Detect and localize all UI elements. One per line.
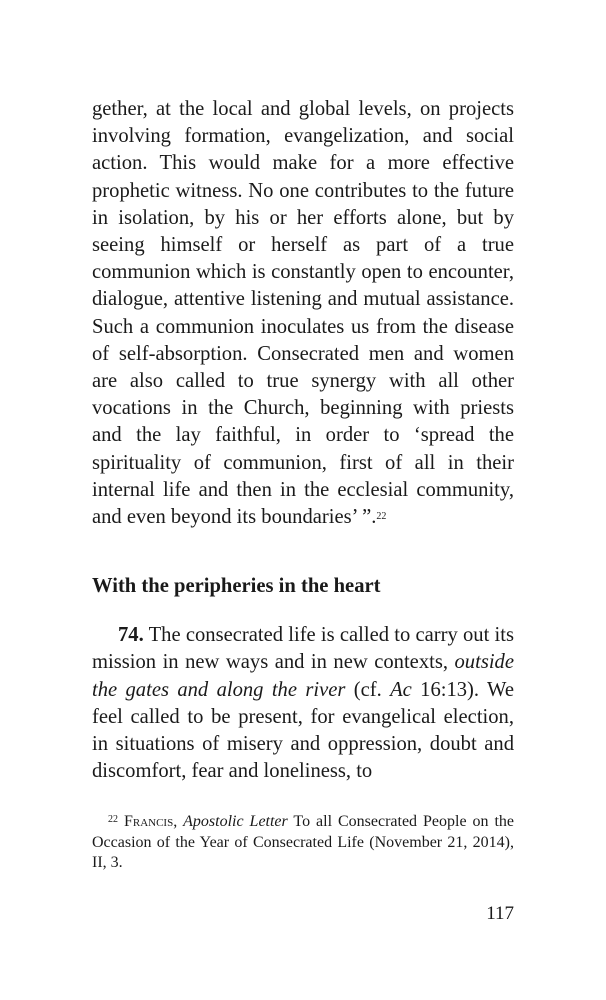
- section-paragraph: [92, 622, 514, 785]
- footnote-reference: 22: [376, 511, 387, 523]
- footnote-text: To all Consecrated People on the Occasion of the Year of Consecrated Life (November 21, 2014), II, 3.: [92, 813, 515, 871]
- paragraph-number: 74.: [118, 624, 144, 647]
- footnote-marker: 22: [108, 814, 118, 825]
- footnote-author: Francis: [123, 813, 174, 830]
- paragraph-text-2: (cf.: [345, 678, 391, 701]
- continuation-text: gether, at the local and global levels, on projects involving formation, evangelization, and social action. This would make for a more effective prophetic witness. No one contributes to the future in isolation, by his or her efforts alone, but by seeing himself or herself as part of a true communion which is constantly open to encounter, dialogue, attentive listening and mutual assistance. Such a communion inoculates us from the disease of self-absorption. Consecrated men and women are also called to true synergy with all other vocations in the Church, beginning with priests and the lay faithful, in order to ‘spread the spirituality of communion, first of all in their internal life and then in the ecclesial community, and even beyond its boundaries’ ”.: [92, 98, 514, 529]
- paragraph-italic-2: Ac: [390, 678, 412, 701]
- footnote-title: Apostolic Letter: [183, 813, 288, 830]
- page-number: 117: [486, 903, 514, 924]
- section-heading: With the peripheries in the heart: [92, 575, 381, 598]
- continuation-paragraph: [92, 96, 514, 531]
- footnote: $^{22}$ Francis, Apostolic Letter To all Consecrated People on the Occasion of the Year of Consecrated Life (November 21, 2014), II, 3.: [92, 813, 515, 871]
- paragraph-italic-1: outside the gates and along the river: [92, 651, 514, 701]
- paragraph-text-3: 16:13). We feel called to be present, for evangelical election, in situations of misery and oppression, doubt and discomfort, fear and loneliness, to: [92, 678, 514, 783]
- page-body: [92, 96, 514, 785]
- paragraph-text-1: The consecrated life is called to carry out its mission in new ways and in new contexts,: [92, 624, 514, 674]
